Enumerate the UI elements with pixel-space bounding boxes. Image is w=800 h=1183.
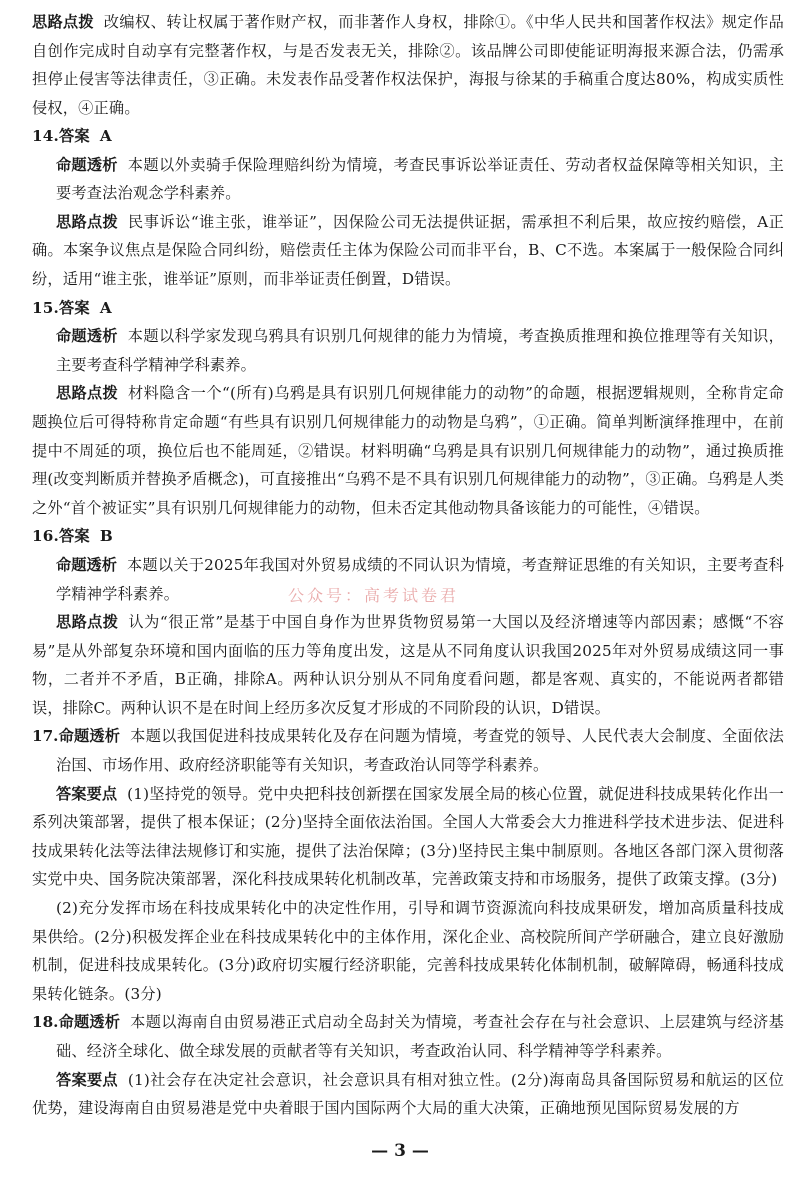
q13-hint xyxy=(32,8,784,122)
q15-answer-value: A xyxy=(99,298,112,317)
q16-answer-label: 答案 xyxy=(59,527,90,546)
page-number: — 3 — xyxy=(371,1141,429,1161)
q16-intent-text: 本题以关于2025年我国对外贸易成绩的不同认识为情境，考查辩证思维的有关知识，主要考查科学精神学科素养。 xyxy=(56,555,785,603)
q14-intent-text: 本题以外卖骑手保险理赔纠纷为情境，考查民事诉讼举证责任、劳动者权益保障等相关知识，主要考查法治观念学科素养。 xyxy=(56,155,785,203)
q17-key-1 xyxy=(32,780,784,894)
q14-number: 14. xyxy=(32,127,60,145)
q14-intent xyxy=(32,151,784,208)
watermark-text: 公众号：高考试卷君 xyxy=(288,586,460,605)
q15-answer-line xyxy=(32,294,784,323)
q17-intent xyxy=(32,722,784,779)
q14-answer-label: 答案 xyxy=(59,127,90,145)
q15-intent-text: 本题以科学家发现乌鸦具有识别几何规律的能力为情境，考查换质推理和换位推理等有关知识，主要考查科学精神学科素养。 xyxy=(56,327,785,374)
q18-intent-text: 本题以海南自由贸易港正式启动全岛封关为情境，考查社会存在与社会意识、上层建筑与经济基础、经济全球化、做全球发展的贡献者等有关知识，考查政治认同、科学精神等学科素养。 xyxy=(56,1013,785,1060)
q14-intent-label: 命题透析 xyxy=(56,155,118,174)
q15-hint xyxy=(32,379,784,522)
q18-number: 18. xyxy=(32,1013,59,1032)
q14-hint xyxy=(32,208,784,294)
q16-answer-value: B xyxy=(99,527,113,546)
q17-number: 17. xyxy=(32,727,59,746)
q17-key-2-text: (2)充分发挥市场在科技成果转化中的决定性作用，引导和调节资源流向科技成果研发，增加高质量科技成果供给。(2分)积极发挥企业在科技成果转化中的主体作用，深化企业、高校院所间产学研融合，建立良好激励机制，促进科技成果转化。(3分)政府切实履行经济职能，完善科技成果转化体制机制，破解障碍，畅通科技成果转化链条。(3分) xyxy=(32,899,784,1003)
q13-hint-label: 思路点拨 xyxy=(32,13,94,31)
q15-number: 15. xyxy=(32,298,60,317)
q14-answer-value: A xyxy=(99,127,112,145)
q18-key-label: 答案要点 xyxy=(56,1070,118,1089)
q18-intent xyxy=(32,1008,784,1065)
answer-page xyxy=(32,8,784,1123)
q18-key-1 xyxy=(32,1066,784,1123)
q15-intent xyxy=(32,322,784,379)
q14-answer-line xyxy=(32,122,784,151)
q17-key-2 xyxy=(32,894,784,1008)
q16-answer-line xyxy=(32,522,784,551)
q16-number: 16. xyxy=(32,527,60,546)
q17-key-1-text: (1)坚持党的领导。党中央把科技创新摆在国家发展全局的核心位置，就促进科技成果转化作出一系列决策部署，提供了根本保证；(2分)坚持全面依法治国。全国人大常委会大力推进科学技术进步法、促进科技成果转化法等法律法规修订和实施，提供了法治保障；(3分)坚持民主集中制原则。各地区各部门深入贯彻落实党中央、国务院决策部署，深化科技成果转化机制改革，完善政策支持和市场服务，提供了政策支撑。(3分) xyxy=(32,784,784,889)
q17-key-label: 答案要点 xyxy=(56,784,118,803)
q16-hint-text: 认为“很正常”是基于中国自身作为世界货物贸易第一大国以及经济增速等内部因素；感慨“不容易”是从外部复杂环境和国内面临的压力等角度出发，这是从不同角度认识我国2025年对外贸易成绩这同一事物，二者并不矛盾，B正确，排除A。两种认识分别从不同角度看问题，都是客观、真实的，不能说两者都错误，排除C。两种认识不是在时间上经历多次反复才形成的不同阶段的认识，D错误。 xyxy=(32,613,784,717)
q15-answer-label: 答案 xyxy=(59,298,90,317)
q16-hint-label: 思路点拨 xyxy=(56,613,119,632)
q14-hint-label: 思路点拨 xyxy=(56,212,119,231)
q14-hint-text: 民事诉讼“谁主张，谁举证”，因保险公司无法提供证据，需承担不利后果，故应按约赔偿，A正确。本案争议焦点是保险合同纠纷，赔偿责任主体为保险公司而非平台，B、C不选。本案属于一般保险合同纠纷，适用“谁主张，谁举证”原则，而非举证责任倒置，D错误。 xyxy=(32,212,784,288)
q17-intent-label: 命题透析 xyxy=(58,727,121,746)
q15-hint-label: 思路点拨 xyxy=(56,384,118,403)
q16-intent-label: 命题透析 xyxy=(56,555,117,574)
q17-intent-text: 本题以我国促进科技成果转化及存在问题为情境，考查党的领导、人民代表大会制度、全面依法治国、市场作用、政府经济职能等有关知识，考查政治认同等学科素养。 xyxy=(56,727,785,775)
q15-intent-label: 命题透析 xyxy=(56,327,118,346)
q18-key-1-text: (1)社会存在决定社会意识，社会意识具有相对独立性。(2分)海南岛具备国际贸易和航运的区位优势，建设海南自由贸易港是党中央着眼于国内国际两个大局的重大决策，正确地预见国际贸易发展的方 xyxy=(32,1070,785,1118)
q13-hint-text: 改编权、转让权属于著作财产权，而非著作人身权，排除①。《中华人民共和国著作权法》规定作品自创作完成时自动享有完整著作权，与是否发表无关，排除②。该品牌公司即使能证明海报来源合法，仍需承担停止侵害等法律责任，③正确。未发表作品受著作权法保护，海报与徐某的手稿重合度达80%，构成实质性侵权，④正确。 xyxy=(32,13,785,117)
q18-intent-label: 命题透析 xyxy=(58,1013,121,1032)
q15-hint-text: 材料隐含一个“(所有)乌鸦是具有识别几何规律能力的动物”的命题，根据逻辑规则，全称肯定命题换位后可得特称肯定命题“有些具有识别几何规律能力的动物是乌鸦”，①正确。简单判断演绎推理中，在前提中不周延的项，换位后也不能周延，②错误。材料明确“乌鸦是具有识别几何规律能力的动物”，通过换质推理(改变判断质并替换矛盾概念)，可直接推出“乌鸦不是不具有识别几何规律能力的动物”，③正确。乌鸦是人类之外“首个被证实”具有识别几何规律能力的动物，但未否定其他动物具备该能力的可能性，④错误。 xyxy=(32,384,784,517)
q16-hint xyxy=(32,608,784,722)
